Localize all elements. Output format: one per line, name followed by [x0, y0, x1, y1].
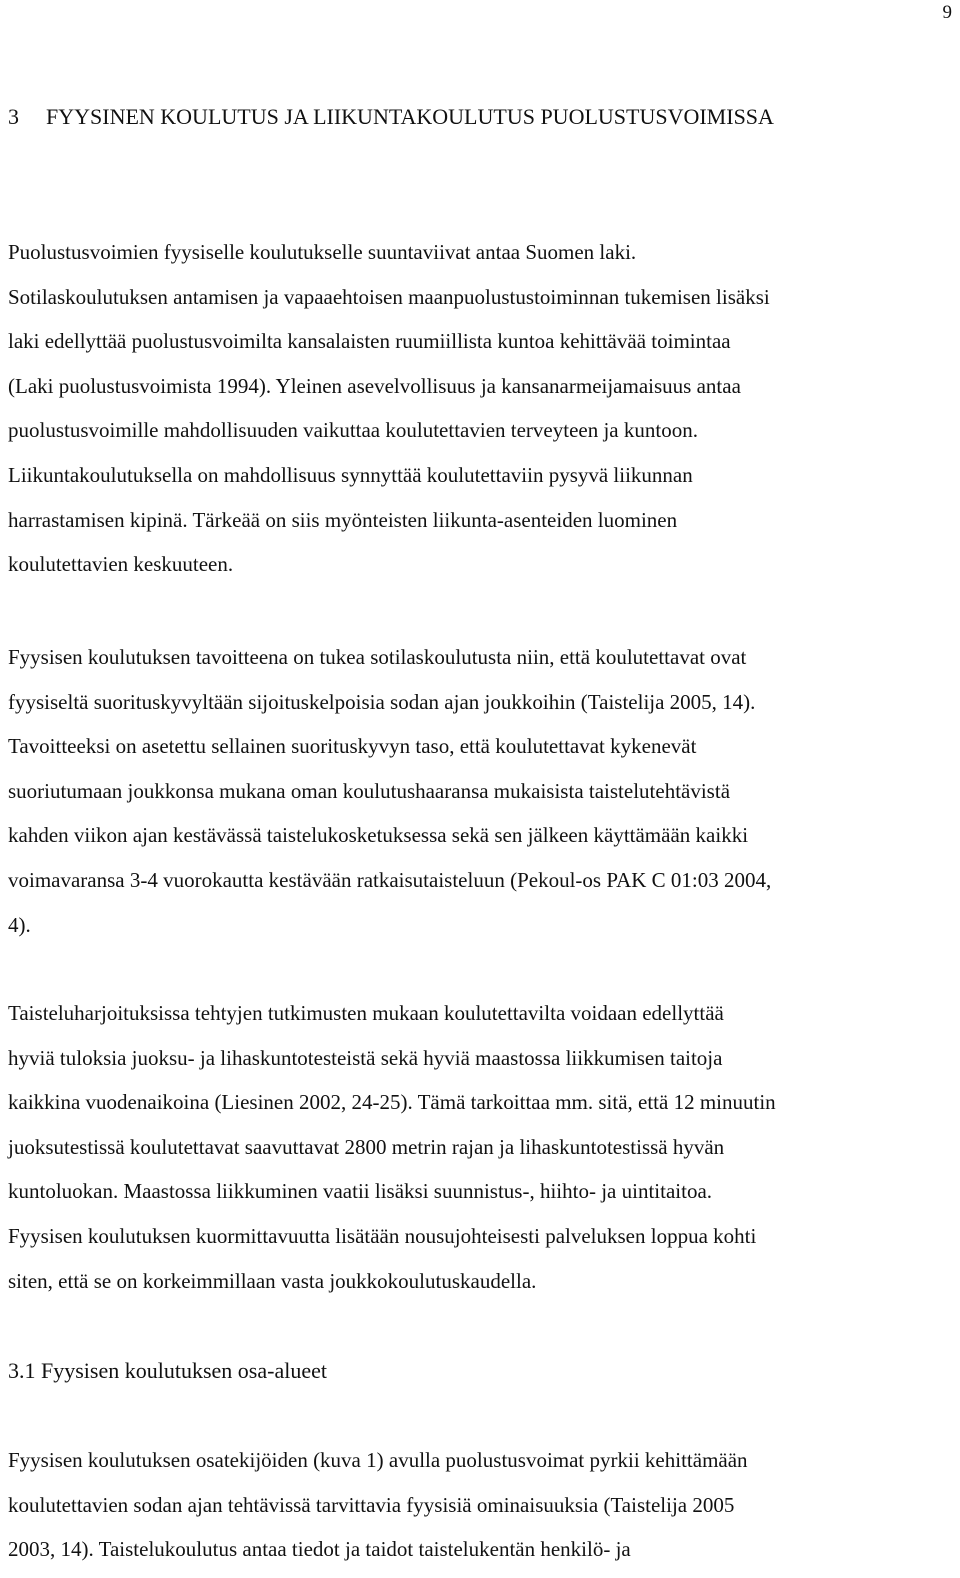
- paragraph-line: suoriutumaan joukkonsa mukana oman koulutushaaransa mukaisista taistelutehtävistä: [8, 778, 731, 803]
- paragraph-line: koulutettavien keskuuteen.: [8, 552, 234, 577]
- paragraph-line: koulutettavien sodan ajan tehtävissä tarvittavia fyysisiä ominaisuuksia (Taistelija 2005: [8, 1492, 735, 1517]
- paragraph-2: [8, 635, 958, 947]
- paragraph-line: juoksutestissä koulutettavat saavuttavat 2800 metrin rajan ja lihaskuntotestissä hyvän: [8, 1134, 725, 1159]
- paragraph-line: kaikkina vuodenaikoina (Liesinen 2002, 24-25). Tämä tarkoittaa mm. sitä, että 12 minuutin: [8, 1090, 776, 1115]
- paragraph-line: fyysiseltä suorituskyvyltään sijoituskelpoisia sodan ajan joukkoihin (Taistelija 2005, 14).: [8, 689, 756, 714]
- paragraph-line: Fyysisen koulutuksen kuormittavuutta lisätään nousujohteisesti palveluksen loppua kohti: [8, 1223, 757, 1248]
- paragraph-line: kuntoluokan. Maastossa liikkuminen vaatii lisäksi suunnistus-, hiihto- ja uintitaitoa.: [8, 1179, 713, 1204]
- paragraph-line: 4).: [8, 912, 31, 937]
- paragraph-line: (Laki puolustusvoimista 1994). Yleinen asevelvollisuus ja kansanarmeijamaisuus antaa: [8, 373, 741, 398]
- paragraph-line: harrastamisen kipinä. Tärkeää on siis myönteisten liikunta-asenteiden luominen: [8, 507, 678, 532]
- paragraph-line: Sotilaskoulutuksen antamisen ja vapaaehtoisen maanpuolustustoiminnan tukemisen lisäksi: [8, 284, 770, 309]
- paragraph-line: Tavoitteeksi on asetettu sellainen suorituskyvyn taso, että koulutettavat kykenevät: [8, 734, 697, 759]
- paragraph-line: kahden viikon ajan kestävässä taistelukosketuksessa sekä sen jälkeen käyttämään kaikki: [8, 823, 749, 848]
- section-heading: 3.1 Fyysisen koulutuksen osa-alueet: [8, 1358, 327, 1383]
- chapter-number: 3: [8, 104, 19, 129]
- paragraph-line: puolustusvoimille mahdollisuuden vaikuttaa koulutettavien terveyteen ja kuntoon.: [8, 418, 698, 443]
- paragraph-4: [8, 1438, 958, 1572]
- paragraph-line: 2003, 14). Taistelukoulutus antaa tiedot ja taidot taistelukentän henkilö- ja: [8, 1537, 631, 1562]
- paragraph-line: Fyysisen koulutuksen tavoitteena on tukea sotilaskoulutusta niin, että koulutettavat ovat: [8, 645, 747, 669]
- paragraph-line: hyviä tuloksia juoksu- ja lihaskuntotesteistä sekä hyviä maastossa liikkumisen taitoja: [8, 1045, 723, 1070]
- paragraph-line: siten, että se on korkeimmillaan vasta joukkokoulutuskaudella.: [8, 1268, 537, 1293]
- paragraph-line: Puolustusvoimien fyysiselle koulutukselle suuntaviivat antaa Suomen laki.: [8, 240, 637, 264]
- paragraph-line: Liikuntakoulutuksella on mahdollisuus synnyttää koulutettaviin pysyvä liikunnan: [8, 462, 693, 487]
- chapter-title: FYYSINEN KOULUTUS JA LIIKUNTAKOULUTUS PUOLUSTUSVOIMISSA: [46, 104, 774, 129]
- paragraph-line: voimavaransa 3-4 vuorokautta kestävään ratkaisutaisteluun (Pekoul-os PAK C 01:03 2004,: [8, 867, 772, 892]
- page-number: 9: [942, 2, 952, 23]
- paragraph-line: Taisteluharjoituksissa tehtyjen tutkimusten mukaan koulutettavilta voidaan edellyttää: [8, 1001, 724, 1025]
- paragraph-3: [8, 991, 958, 1303]
- paragraph-line: Fyysisen koulutuksen osatekijöiden (kuva 1) avulla puolustusvoimat pyrkii kehittämään: [8, 1448, 748, 1472]
- chapter-heading: [8, 104, 774, 130]
- paragraph-1: [8, 230, 958, 587]
- paragraph-line: laki edellyttää puolustusvoimilta kansalaisten ruumiillista kuntoa kehittävää toimintaa: [8, 329, 731, 354]
